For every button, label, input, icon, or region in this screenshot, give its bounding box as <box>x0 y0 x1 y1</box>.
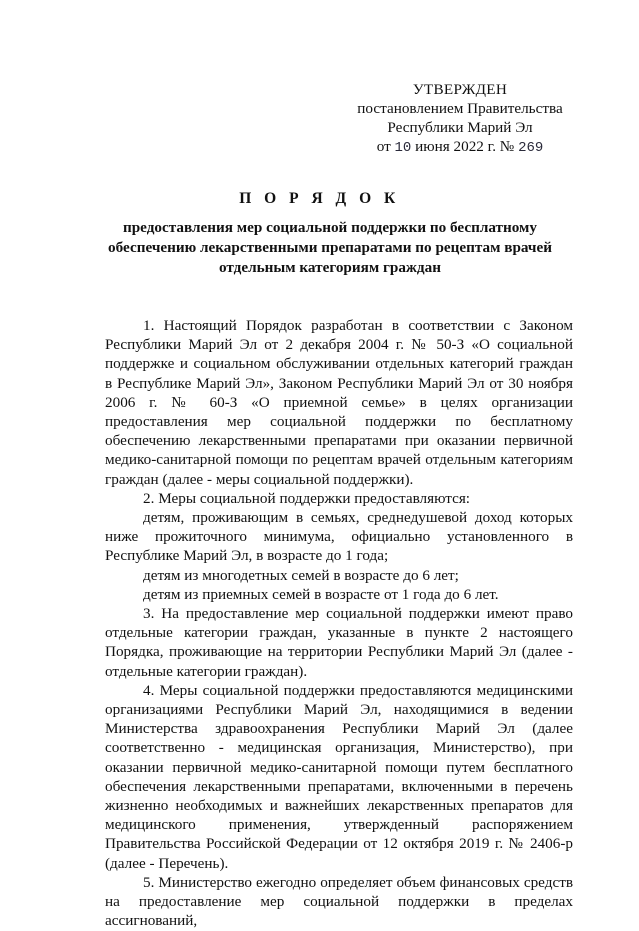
paragraph-5: 5. Министерство ежегодно определяет объем финансовых средств на предоставление мер социальной поддержки в пределах ассигнований, <box>105 873 573 930</box>
paragraph-4: 4. Меры социальной поддержки предоставляются медицинскими организациями Республики Марий Эл, находящимися в ведении Министерства здравоохранения Республики Марий Эл (далее соответственно - медицинская организация, Министерство), при оказании первичной медико-санитарной помощи путем бесплатного обеспечения лекарственными препаратами, включенными в перечень жизненно необходимых и важнейших лекарственных препаратов для медицинского применения, утвержденный распоряжением Правительства Российской Федерации от 12 октября 2019 г. № 2406-р (далее - Перечень). <box>105 681 573 872</box>
approval-stamp <box>340 80 580 158</box>
paragraph-2: 2. Меры социальной поддержки предоставляются: <box>143 489 471 507</box>
document-subtitle <box>100 218 560 278</box>
subtitle-line: отдельным категориям граждан <box>219 259 441 276</box>
document-title: П О Р Я Д О К <box>239 190 400 207</box>
approval-date-line <box>340 137 580 158</box>
paragraph-2-item-1: детям, проживающим в семьях, среднедушевой доход которых ниже прожиточного минимума, официально установленного в Республике Марий Эл, в возрасте до 1 года; <box>105 509 573 565</box>
approval-date-rest: июня 2022 г. № <box>415 138 515 155</box>
paragraph-1: 1. Настоящий Порядок разработан в соответствии с Законом Республики Марий Эл от 2 декабря 2004 г. № 50-З «О социальной поддержке и социальном обслуживании отдельных категорий граждан в Республике Марий Эл», Законом Республики Марий Эл от 30 ноября 2006 г. № 60-З «О приемной семье» в целях организации предоставления мер социальной поддержки по бесплатному обеспечению лекарственными препаратами при оказании первичной медико-санитарной помощи по рецептам врачей отдельным категориям граждан (далее - меры социальной поддержки). <box>105 317 573 488</box>
paragraph-2-item-3: детям из приемных семей в возрасте от 1 года до 6 лет. <box>143 585 499 603</box>
document-body <box>105 316 573 931</box>
subtitle-line: предоставления мер социальной поддержки по бесплатному <box>122 219 537 236</box>
approval-date-day: 10 <box>394 140 412 156</box>
approval-title: УТВЕРЖДЕН <box>412 81 508 98</box>
paragraph-2-item-2: детям из многодетных семей в возрасте до 6 лет; <box>143 566 459 584</box>
approval-line-2: Республики Марий Эл <box>387 119 533 136</box>
approval-date-number: 269 <box>518 140 544 156</box>
approval-line-1: постановлением Правительства <box>357 100 563 117</box>
paragraph-3: 3. На предоставление мер социальной поддержки имеют право отдельные категории граждан, указанные в пункте 2 настоящего Порядка, проживающие на территории Республики Марий Эл (далее - отдельные категории граждан). <box>105 605 573 680</box>
approval-date-prefix: от <box>376 138 391 155</box>
subtitle-line: обеспечению лекарственными препаратами по рецептам врачей <box>108 239 552 256</box>
